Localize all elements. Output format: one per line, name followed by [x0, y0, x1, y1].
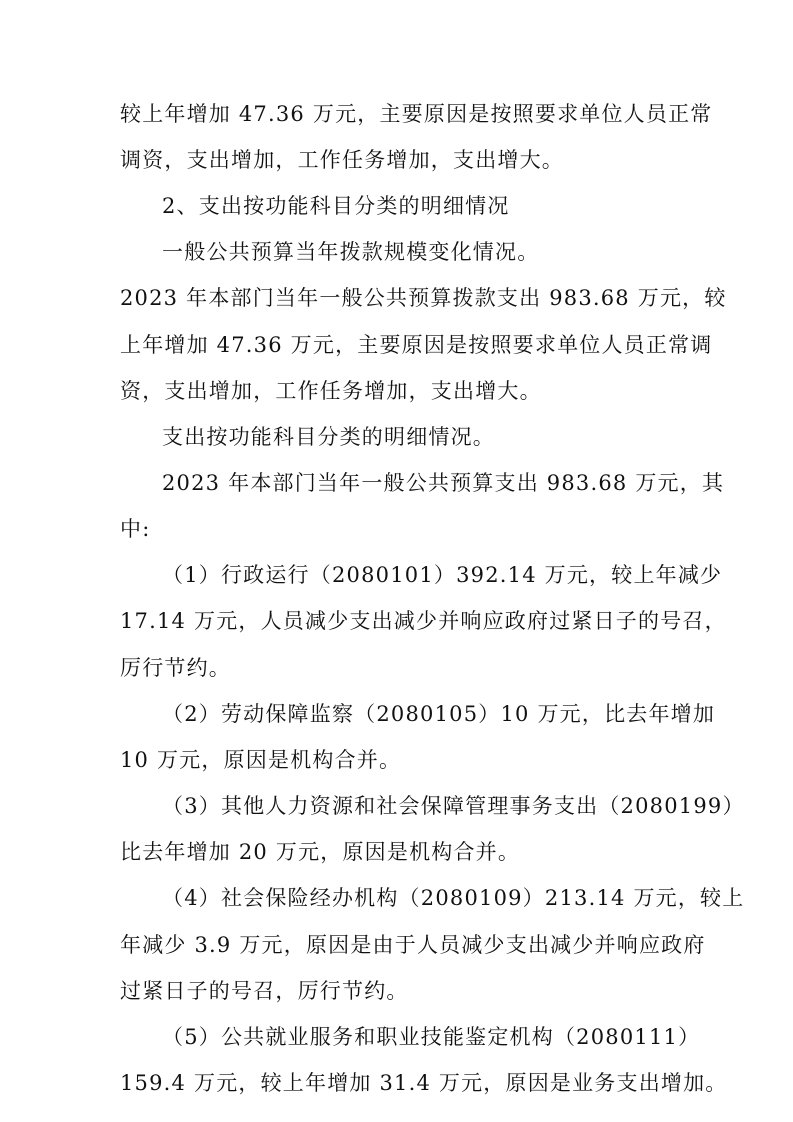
text-line: 比去年增加 20 万元，原因是机构合并。 — [120, 840, 521, 864]
text-line: 2023 年本部门当年一般公共预算支出 983.68 万元，其 — [162, 471, 725, 495]
text-line: 17.14 万元，人员减少支出减少并响应政府过紧日子的号召， — [120, 609, 727, 633]
text-line: 支出按功能科目分类的明细情况。 — [162, 425, 495, 449]
text-line: 调资，支出增加，工作任务增加，支出增大。 — [120, 148, 564, 172]
text-line: 10 万元，原因是机构合并。 — [120, 748, 402, 772]
text-line: 年减少 3.9 万元，原因是由于人员减少支出减少并响应政府 — [120, 933, 706, 957]
text-line: 较上年增加 47.36 万元，主要原因是按照要求单位人员正常 — [120, 102, 713, 126]
text-line: 上年增加 47.36 万元，主要原因是按照要求单位人员正常调 — [120, 333, 713, 357]
text-line: 资，支出增加，工作任务增加，支出增大。 — [120, 379, 542, 403]
list-item: （3）其他人力资源和社会保障管理事务支出（2080199） — [162, 794, 745, 818]
text-line: 过紧日子的号召，厉行节约。 — [120, 979, 409, 1003]
list-item: （5）公共就业服务和职业技能鉴定机构（2080111） — [162, 1025, 701, 1049]
list-item: （4）社会保险经办机构（2080109）213.14 万元，较上 — [162, 886, 745, 910]
text-line: 159.4 万元，较上年增加 31.4 万元，原因是业务支出增加。 — [120, 1071, 728, 1095]
section-heading: 2、支出按功能科目分类的明细情况 — [162, 194, 510, 218]
text-line: 一般公共预算当年拨款规模变化情况。 — [162, 240, 540, 264]
list-item: （1）行政运行（2080101）392.14 万元，较上年减少 — [162, 563, 723, 587]
text-line: 中: — [120, 517, 151, 541]
list-item: （2）劳动保障监察（2080105）10 万元，比去年增加 — [162, 702, 716, 726]
text-line: 2023 年本部门当年一般公共预算拨款支出 983.68 万元，较 — [120, 286, 727, 310]
text-line: 厉行节约。 — [120, 656, 231, 680]
